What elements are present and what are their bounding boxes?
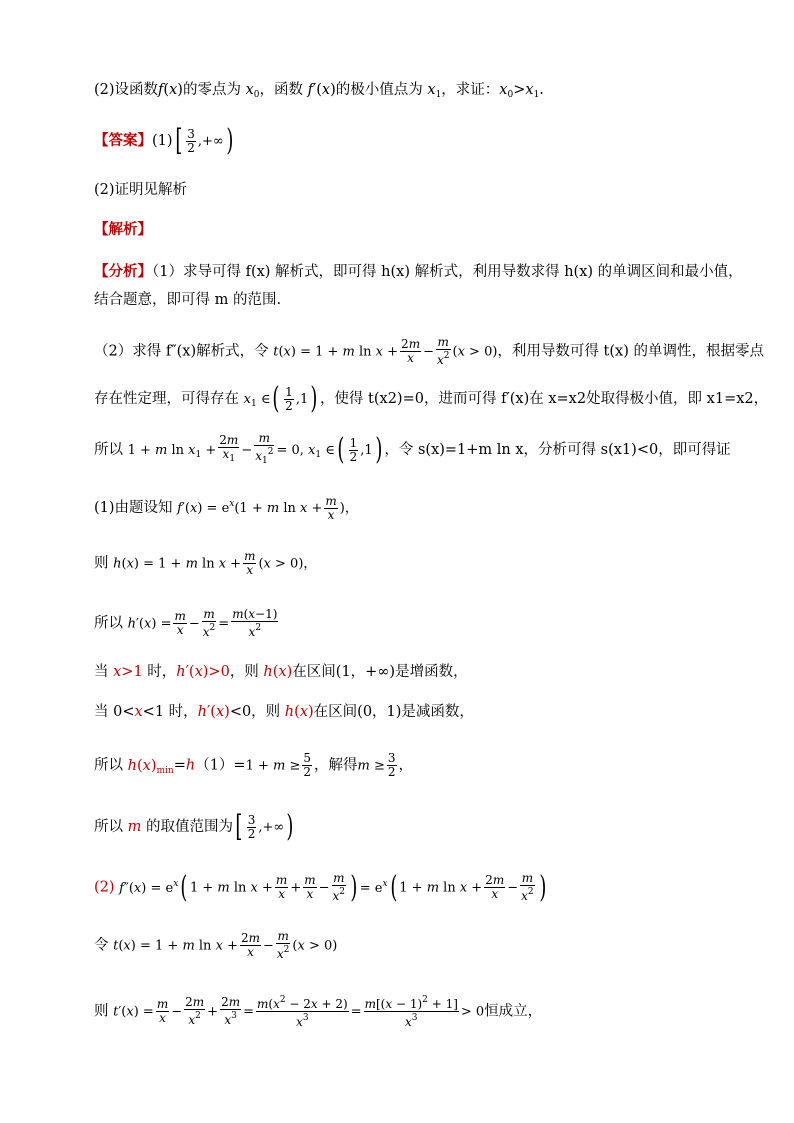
part2-line-1: （2）求得 f″(x)解析式，令 t(x) = 1 + m ln x + $\frac{2m}{x}$ − $\frac{m}{x^2}$ (x > 0)，利用导数可得 t(x) 的单调性，根据零点 [94,335,764,367]
answer-line-1: 【答案】(1)[ $\frac{3}{2}$ ,+∞) [94,123,234,158]
fenxi-line-2: 结合题意，即可得 m 的范围. [94,292,282,308]
part2-line-3: 所以 1 + m $\ln x_1$ + $\frac{2m}{x_1}$ − $\frac{m}{x_1^2}$ = 0, $x_1$ ∈( $\frac{1}{2}$ ,1) ，令 s(x)=1+m ln x，分析可得 s(x1)<0，即可得证 [94,431,731,467]
step-3: 所以 h′(x) = $\frac{m}{x}$ − $\frac{m}{x^2}$ = $\frac{m(x-1)}{x^2}$ [94,607,278,639]
step-6: 所以 $h(x)_{min}=h(1)=1 + m$ ≥ $\frac{5}{2}$ ，解得m ≥ $\frac{3}{2}$ ， [94,751,414,779]
answer-tag: 【答案】 [94,132,152,149]
answer-line-2: (2)证明见解析 [94,182,188,198]
step-10: 则 t′(x) = $\frac{m}{x}$ − $\frac{2m}{x^2}$ + $\frac{2m}{x^3}$ = $\frac{m(x^2 - 2x + 2)}{x^3}$ = $\frac{m[(x - 1)^2 + 1]}{x^3}$ > 0恒成立， [94,995,543,1029]
step-8: (2) $f''(x) = e^x$( 1 + m ln x + $\frac{m}{x}$ + $\frac{m}{x}$ − $\frac{m}{x^2}$ ) = $e^x$( 1 + m ln x + $\frac{2m}{x}$ − $\frac{m}{x^2}$ ) [94,869,547,905]
step-2: 则 h(x) = 1 + m ln x + $\frac{m}{x}$ (x > 0)， [94,549,317,577]
fenxi-line-1: 【分析】（1）求导可得 f(x) 解析式，即可得 h(x) 解析式，利用导数求得 h(x) 的单调区间和最小值， [94,263,743,280]
step-4: 当 x>1 时，h′(x)>0，则 h(x)在区间(1，+∞)是增函数， [94,664,468,680]
step-9: 令 t(x) = 1 + m ln x + $\frac{2m}{x}$ − $\frac{m}{x^2}$ (x > 0) [94,929,338,961]
part2-line-2: 存在性定理，可得存在 $x_1$ ∈( $\frac{1}{2}$ ,1) ，使得 t(x2)=0，进而可得 f′(x)在 x=x2处取得极小值，即 x1=x2， [94,381,769,416]
step-7: 所以 m 的取值范围为[ $\frac{3}{2}$ ,+∞) [94,809,294,844]
analysis-tag: 【解析】 [94,221,152,238]
step-5: 当 0<x<1 时，h′(x)<0，则 h(x)在区间(0，1)是减函数， [94,704,474,720]
step-1: (1)由题设知 $f'(x) = e^x(1 + m$ ln x + $\frac{m}{x}$ )， [94,493,358,522]
question-part2: (2)设函数f(x)的零点为 $x_0$，函数 f′(x)的极小值点为 $x_1$，求证：$x_0>x_1$. [94,82,544,100]
